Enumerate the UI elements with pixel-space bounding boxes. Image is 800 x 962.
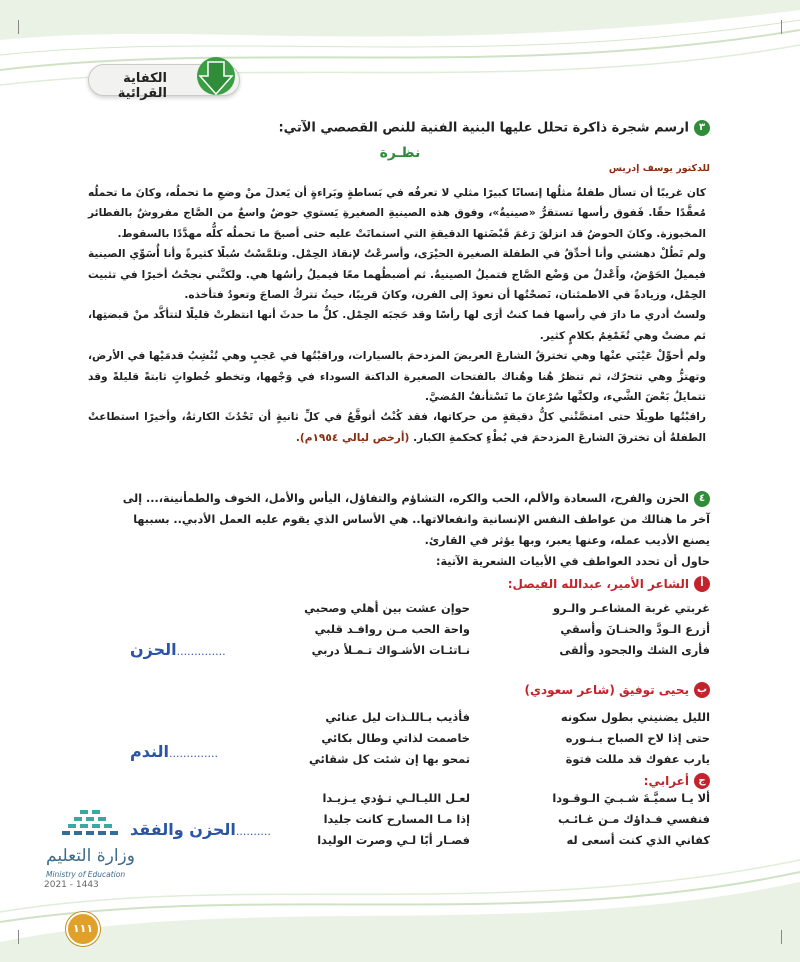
poem-badge: ب — [694, 682, 710, 698]
question-number-badge: ٣ — [694, 120, 710, 136]
verse-second-half: تمحو بها إن شئت كل شقائي — [309, 752, 470, 766]
verse-first-half: أزرع الـودَّ والحنـانَ وأسقي — [560, 622, 710, 636]
top-decoration — [0, 0, 800, 120]
verse-second-half: فصـار أبًا لـي وصرت الوليدا — [317, 833, 470, 847]
poem-badge: أ — [694, 576, 710, 592]
verse-second-half: حوإن عشت بين أهلي وصحبي — [304, 601, 470, 615]
verse-second-half: لعـل الليـالـي تـؤدي يـزيـدا — [322, 791, 470, 805]
verse-second-half: فأذيب بـاللـذات ليل عنائي — [325, 710, 470, 724]
crop-mark — [18, 930, 33, 944]
ministry-logo-mark — [40, 808, 130, 844]
story-title: نظـرة — [379, 145, 421, 161]
question-4-line: يصنع الأديب عمله، وعنها يعبر، وبها يؤثر في القارئ. — [424, 534, 710, 547]
question-4-line: حاول أن تحدد العواطف في الأبيات الشعرية الآتية: — [436, 555, 710, 568]
down-arrow-icon — [194, 56, 238, 100]
question-3-prompt: ارسم شجرة ذاكرة تحلل عليها البنية الفنية للنص القصصي الآتي: — [278, 120, 689, 136]
poem-a-header — [310, 573, 710, 592]
crop-mark — [18, 20, 33, 34]
poem-c-header — [310, 770, 710, 789]
question-4-line: ٤الحزن والفرح، السعادة والألم، الحب والكره، التشاؤم والتفاؤل، اليأس والأمل، الخوف والطمأنينة،... إلى — [70, 488, 710, 509]
story-source: (أرخص ليالي ١٩٥٤م). — [295, 431, 410, 444]
poet-name: الشاعر الأمير، عبدالله الفيصل: — [507, 577, 689, 591]
question-4 — [70, 488, 710, 572]
section-title: الكفاية القرائية — [117, 71, 167, 101]
story-author: للدكتور يوسف إدريس — [608, 163, 710, 174]
verse-second-half: واحة الحب مـن روافـد قلبي — [314, 622, 470, 636]
poet-name: أعرابي: — [643, 774, 689, 788]
ministry-name-ar: وزارة التعليم — [46, 846, 135, 866]
verse-first-half: فنفسي فـداؤك مـن غـائـب — [557, 812, 710, 826]
question-4-line: آخر ما هنالك من عواطف النفس الإنسانية وانفعالاتها.. هي الأساس الذي يقوم عليه العمل الأدبي.. بسببها — [133, 513, 710, 526]
answer-text: الحزن — [130, 640, 177, 659]
answer-line — [130, 640, 226, 659]
verse-first-half: فأرى الشك والجحود وألقى — [559, 643, 710, 657]
story-paragraph: ولستُ أدري ما دارَ في رأسها فما كنتُ أرَى لها رأسًا وقد حَجبَه الحِمْل. كلُّ ما حدثَ أنها انتظرتْ قليلًا لتتأكَّد منْ قبضتِها، ثم مضتْ وهي تُغَمْغِمُ بكلامٍ كثير. — [88, 309, 706, 342]
answer-line — [130, 820, 271, 839]
verse-first-half: يارب عفوك قد مللت فتوة — [565, 752, 710, 766]
verse-second-half: نـاتئـات الأشـواك تـمـلأ دربي — [311, 643, 470, 657]
verse-first-half: غربتي غربة المشاعـر والـرو — [552, 601, 710, 615]
question-number-badge: ٤ — [694, 491, 710, 507]
verse-second-half: خاصمت لذاتي وطال بكائي — [321, 731, 470, 745]
poet-name: يحيى توفيق (شاعر سعودي) — [524, 683, 689, 697]
page-number: ١١١ — [66, 912, 100, 946]
poem-b-header — [310, 679, 710, 698]
edition-year: 2021 - 1443 — [44, 880, 99, 890]
answer-dots: .......... — [235, 825, 271, 838]
verse-first-half: كفاني الذي كنت أسعى له — [566, 833, 710, 847]
answer-line — [130, 742, 218, 761]
crop-mark — [767, 930, 782, 944]
verse-second-half: إذا مـا المسارح كانت جليدا — [323, 812, 470, 826]
answer-dots: .............. — [176, 645, 226, 658]
answer-dots: .............. — [169, 747, 218, 760]
story-paragraph: كان غريبًا أن تسأل طفلةٌ مثلُها إنسانًا كبيرًا مثلي لا تعرفُه في بَساطةٍ وبَراءةٍ أن يَعدلَ منْ وضعِ ما تحملُه، وكانَ ما تحملُه مُعقَّدًا حقًا. فَفوق رأسها تستقرُّ «صينيةٌ»، وفوق هذه الصينيةِ الصغيرةِ يَستوي حوضٌ واسعٌ من الصَّاج مفروشٌ بالفطائر المخبوزة. وكانَ الحوضُ قد انزلقَ رَغمَ قَبْضَتها الدقيقةِ التي استماتَتْ عليه حتى أصبحَ ما تحملُه كلُّه مهدَّدًا بالسقوط. — [88, 187, 706, 240]
verse-first-half: حتى إذا لاح الصباح بـنـوره — [565, 731, 710, 745]
poem-badge: ج — [694, 773, 710, 789]
answer-text: الحزن والفقد — [130, 820, 236, 839]
verse-first-half: الليل يضنيني بطول سكونه — [560, 710, 710, 724]
crop-mark — [767, 20, 782, 34]
story-paragraph-text: راقبْتُها طويلًا حتى امتصَّتْني كلُّ دقيقةٍ من حركاتها، فقد كُنْتُ أتوقَّعُ في كلِّ ثانيةٍ أن تَحْدُثَ الكارثةُ، وأخيرًا استطاعتْ الطفلةُ أن تخترقَ الشارعَ المزدحمَ في بُطْءٍ كحكمةِ الكبار. — [88, 411, 706, 444]
answer-text: الندم — [130, 742, 169, 761]
question-3 — [110, 120, 710, 136]
ministry-name-en: Ministry of Education — [46, 870, 126, 879]
story-paragraph — [88, 407, 706, 448]
verse-first-half: ألا يـا سميَّـةَ شـبـيَ الـوقـودا — [552, 791, 710, 805]
story-paragraph: ولم تَطُلْ دهشتي وأنا أحدِّقُ في الطفلة الصغيرة الحيْرَى، وأسرعْتُ لإنقاذ الحِمْل. وتلمَّسْتُ سُبلًا كثيرةً وأنا أُسَوِّي الصينية فيميلُ الحَوْضُ، وأَعْدلُ من وَضْع الصَّاج فتميلُ الصينيةُ. ثم أضبطُهما معًا فيميلُ رأسُها هي. ولكنَّني نجحْتُ أخيرًا في تثبيت الحِمْل، وزيادةً في الاطمئنان، نَصحْتُها أن تعودَ إلى الفرن، وكانَ قريبًا، حيثُ تتركُ الصاجَ وتعودُ فتأخذه. — [88, 248, 706, 302]
story-body — [88, 183, 706, 448]
story-paragraph: ولم أحوِّلْ عَيْنَي عنْها وهي تخترقُ الشارعَ العريضَ المزدحمَ بالسيارات، وراقبْتُها في عَجبٍ وهي تُنْشِبُ قدمَيْها في الأرض، وتهتزُّ وهي تتحرّك، ثم تنظرُ هُنا وهُناك بالفتحات الصغيرة الداكنة السوداء في وَجْهها، وتخطو خُطواتٍ ثابتةً قليلةً وقد تتمايلُ بَعْضَ الشَّيء، ولكنَّها سُرْعانَ ما تَسْتأنفُ المُضيَّ. — [88, 350, 706, 404]
